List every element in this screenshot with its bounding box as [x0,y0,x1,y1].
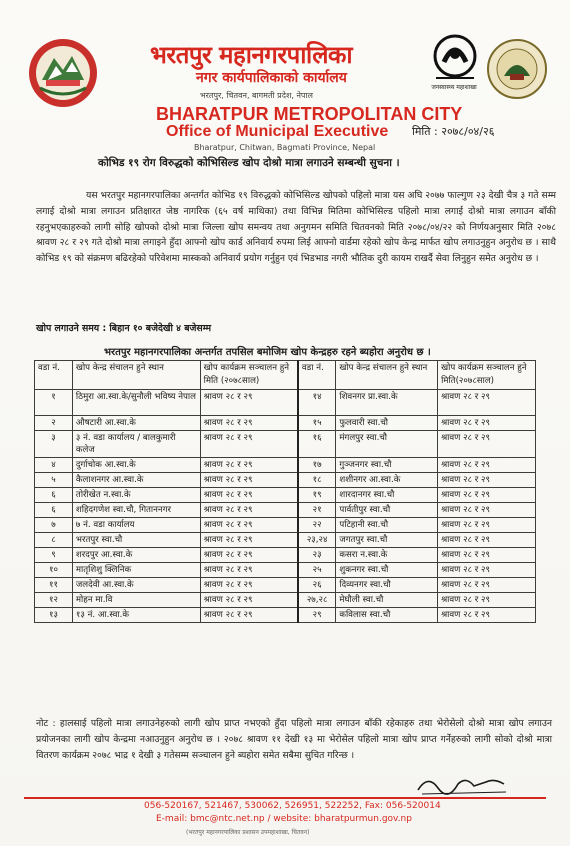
center-cell: शुकनगर स्वा.चौ [336,563,438,578]
ward-cell: १२ [35,593,73,608]
ward-cell: २३ [298,548,336,563]
center-cell: ३ नं. वडा कार्यालय / बालकुमारी कलेज [72,431,200,458]
date-cell: श्रावण २८ र २९ [438,473,536,488]
center-cell: दिव्यनगर स्वा.चौ [336,578,438,593]
ward-cell: २९ [298,608,336,623]
center-cell: औषटारी आ.स्वा.के [72,416,200,431]
signature-mark [414,770,514,798]
ward-cell: १५ [298,416,336,431]
date-cell: श्रावण २८ र २९ [200,518,298,533]
title-np: भरतपुर महानगरपालिका [150,40,353,69]
header-date-right: खोप कार्यक्रम सञ्चालन हुने मिति(२०७८साल) [438,361,536,390]
date-cell: श्रावण २८ र २९ [438,503,536,518]
date-cell: श्रावण २८ र २९ [438,533,536,548]
ward-cell: ६ [35,488,73,503]
center-cell: पटिहानी स्वा.चौ [336,518,438,533]
center-cell: शारदानगर स्वा.चौ [336,488,438,503]
center-cell: पार्वतीपुर स्वा.चौ [336,503,438,518]
notice-date: मिति : २०७८/०४/२६ [412,125,495,138]
date-cell: श्रावण २८ र २९ [438,608,536,623]
table-row [35,593,536,608]
date-cell: श्रावण २८ र २९ [438,563,536,578]
seal-caption: जनस्वास्थ्य महाशाखा [431,84,477,91]
ward-cell: १ [35,390,73,416]
ward-cell: ७ [35,518,73,533]
notice-body [36,188,556,267]
date-cell: श्रावण २८ र २९ [438,578,536,593]
ward-cell: २ [35,416,73,431]
footer-email: E-mail: bmc@ntc.net.np / website: bharatpurmun.gov.np [156,814,412,824]
ward-cell: ६ [35,503,73,518]
date-cell: श्रावण २८ र २९ [200,431,298,458]
center-cell: तोरीखेत न.स्वा.के [72,488,200,503]
ward-cell: ११ [35,578,73,593]
ward-cell: २५ [298,563,336,578]
table-row [35,608,536,623]
table-row [35,458,536,473]
date-cell: श्रावण २८ र २९ [200,608,298,623]
date-cell: श्रावण २८ र २९ [438,416,536,431]
date-cell: श्रावण २८ र २९ [200,593,298,608]
ward-cell: २६ [298,578,336,593]
center-cell: मंगलपुर स्वा.चौ [336,431,438,458]
address-en: Bharatpur, Chitwan, Bagmati Province, Nepal [194,143,376,152]
table-row [35,518,536,533]
center-cell: ठिमुरा आ.स्वा.के/सुनौली भविष्य नेपाल [72,390,200,416]
center-cell: १३ नं. आ.स्वा.के [72,608,200,623]
center-cell: कविलास स्वा.चौ [336,608,438,623]
center-cell: फुलवारी स्वा.चौ [336,416,438,431]
header-ward-right: वडा नं. [298,361,336,390]
vaccination-centers-table [34,360,536,623]
notice-body-paragraph: यस भरतपुर महानगरपालिका अन्तर्गत कोभिड १९ विरुद्धको कोभिसिल्ड खोपको पहिलो मात्रा यस अघि २०७७ फाल्गुण २३ देखी चैत्र ३ गते सम्म लगाई दोश्रो मात्रा लगाउन प्रतिक्षारत जेष्ठ नागरिक (६५ वर्ष माथिका) तथा विभिन्न मितिमा कोभिसिल्ड पहिलो मात्रा लगाई दोश्रो मात्रा लगाउन बाँकी रहनुभएकाहरुको लागी सोहि खोपको दोश्रो मात्रा जिल्ला खोप समन्वय तथा अनुगमन समिति चितवनको मिति २०७८/०४/२२ को निर्णयअनुसार मिति २०७८ श्रावण २८ र २९ गते दोश्रो मात्रा लगाइने हुँदा आफ्नो खोप कार्ड अनिवार्य रुपमा लिई आफ्नो वार्डमा रहेको खोप केन्द्र मार्फत खोप लगाउनुहुन अनुरोध छ । साथै कोभिड १९ को संक्रमण बढिरहेको परिवेशमा मास्कको अनिवार्य प्रयोग गर्नुहुन एवं भिडभाड नगरी भौतिक दुरी कायम राखर्दै सेवा लिनुहुन समेत अनुरोध छ । [36,190,556,265]
ward-cell: १६ [298,431,336,458]
date-cell: श्रावण २८ र २९ [200,533,298,548]
table-header-row [35,361,536,390]
ward-cell: १० [35,563,73,578]
ward-cell: १३ [35,608,73,623]
header-date: खोप कार्यक्रम सञ्चालन हुने मिति (२०७८साल) [200,361,298,390]
center-cell: गुञ्जनगर स्वा.चौ [336,458,438,473]
footer-phone: 056-520167, 521467, 530062, 526951, 522252, Fax: 056-520014 [144,801,441,811]
nepal-emblem-icon [26,36,100,110]
center-cell: मातृशिशु क्लिनिक [72,563,200,578]
date-cell: श्रावण २८ र २९ [200,390,298,416]
ward-cell: ३ [35,431,73,458]
table-row [35,416,536,431]
date-cell: श्रावण २८ र २९ [438,548,536,563]
date-cell: श्रावण २८ र २९ [200,563,298,578]
center-cell: शशीनगर आ.स्वा.के [336,473,438,488]
ward-cell: ५ [35,473,73,488]
table-row [35,431,536,458]
ward-cell: १४ [298,390,336,416]
ward-cell: ८ [35,533,73,548]
header-ward: वडा नं. [35,361,73,390]
date-cell: श्रावण २८ र २९ [438,593,536,608]
ward-cell: २३,२४ [298,533,336,548]
date-cell: श्रावण २८ र २९ [200,503,298,518]
footer-small-print: (भरतपुर महानगरपालिका प्रशासन उपमहाशाखा, चितवन) [186,829,310,836]
center-cell: मोहन मा.वि [72,593,200,608]
center-cell: जलदेवी आ.स्वा.के [72,578,200,593]
center-cell: शरदपुर आ.स्वा.के [72,548,200,563]
header-center: खोप केन्द्र संचालन हुने स्थान [72,361,200,390]
ward-cell: २२ [298,518,336,533]
date-cell: श्रावण २८ र २९ [438,390,536,416]
center-cell: कसरा न.स्वा.के [336,548,438,563]
footer-divider [24,797,546,799]
date-cell: श्रावण २८ र २९ [438,431,536,458]
ward-cell: १८ [298,473,336,488]
table-title: भरतपुर महानगरपालिका अन्तर्गत तपसिल बमोजिम खोप केन्द्रहरु रहने ब्यहोरा अनुरोध छ । [104,347,431,358]
date-cell: श्रावण २८ र २९ [200,488,298,503]
center-cell: शिवनगर प्रा.स्वा.के [336,390,438,416]
ward-cell: ९ [35,548,73,563]
date-cell: श्रावण २८ र २९ [200,458,298,473]
center-cell: जगतपुर स्वा.चौ [336,533,438,548]
date-cell: श्रावण २८ र २९ [438,518,536,533]
center-cell: दुर्गाचोक आ.स्वा.के [72,458,200,473]
center-cell: मेघौली स्वा.चौ [336,593,438,608]
footer-note: नोट : हालसाई पहिलो मात्रा लगाउनेहरुको लागी खोप प्राप्त नभएको हुँदा पहिलो मात्रा लगाउन बाँकी रहेकाहरु तथा भेरोसेलो दोश्रो मात्रा खोप लगाउन प्रयोजनका लागी खोप केन्द्रमा नआउनुहुन अनुरोध छ । २०७८ श्रावण ११ देखी १३ मा भेरोसेल पहिलो मात्रा खोप प्राप्त गर्नेहरुको लागी सोको दोश्रो मात्रा वितरण कार्यक्रम २०७८ भाद्र १ देखी ३ गतेसम्म सञ्चालन हुने ब्यहोरा समेत सबैमा सुचित गरिन्छ । [36,718,552,761]
center-cell: भरतपुर स्वा.चौ [72,533,200,548]
date-cell: श्रावण २८ र २९ [438,458,536,473]
center-cell: ७ नं. वडा कार्यालय [72,518,200,533]
table-row [35,390,536,416]
center-cell: कैलाशनगर आ.स्वा.के [72,473,200,488]
table-row [35,488,536,503]
date-cell: श्रावण २८ र २९ [438,488,536,503]
date-cell: श्रावण २८ र २९ [200,578,298,593]
ward-cell: १९ [298,488,336,503]
title-en: BHARATPUR METROPOLITAN CITY [156,104,463,124]
address-np: भरतपुर, चितवन, बागमती प्रदेश, नेपाल [200,91,313,100]
ward-cell: १७ [298,458,336,473]
ward-cell: ४ [35,458,73,473]
table-row [35,473,536,488]
table-row [35,548,536,563]
table-row [35,563,536,578]
subtitle-en: Office of Municipal Executive [166,123,389,140]
header-center-right: खोप केन्द्र संचालन हुने स्थान [336,361,438,390]
municipal-round-seal-icon [486,38,548,100]
date-cell: श्रावण २८ र २९ [200,473,298,488]
vaccination-time: खोप लगाउने समय : बिहान १० बजेदेखी ४ बजेसम्म [36,323,212,334]
subtitle-np: नगर कार्यपालिकाको कार्यालय [196,70,347,86]
table-row [35,578,536,593]
ward-cell: २१ [298,503,336,518]
notice-subject: कोभिड १९ रोग विरुद्धको कोभिसिल्ड खोप दोश्रो मात्रा लगाउने सम्बन्धी सुचना । [98,157,400,169]
date-cell: श्रावण २८ र २९ [200,548,298,563]
ward-cell: २७,२८ [298,593,336,608]
table-row [35,533,536,548]
date-cell: श्रावण २८ र २९ [200,416,298,431]
table-row [35,503,536,518]
center-cell: शहिदगणेश स्वा.चौ, गिताननगर [72,503,200,518]
